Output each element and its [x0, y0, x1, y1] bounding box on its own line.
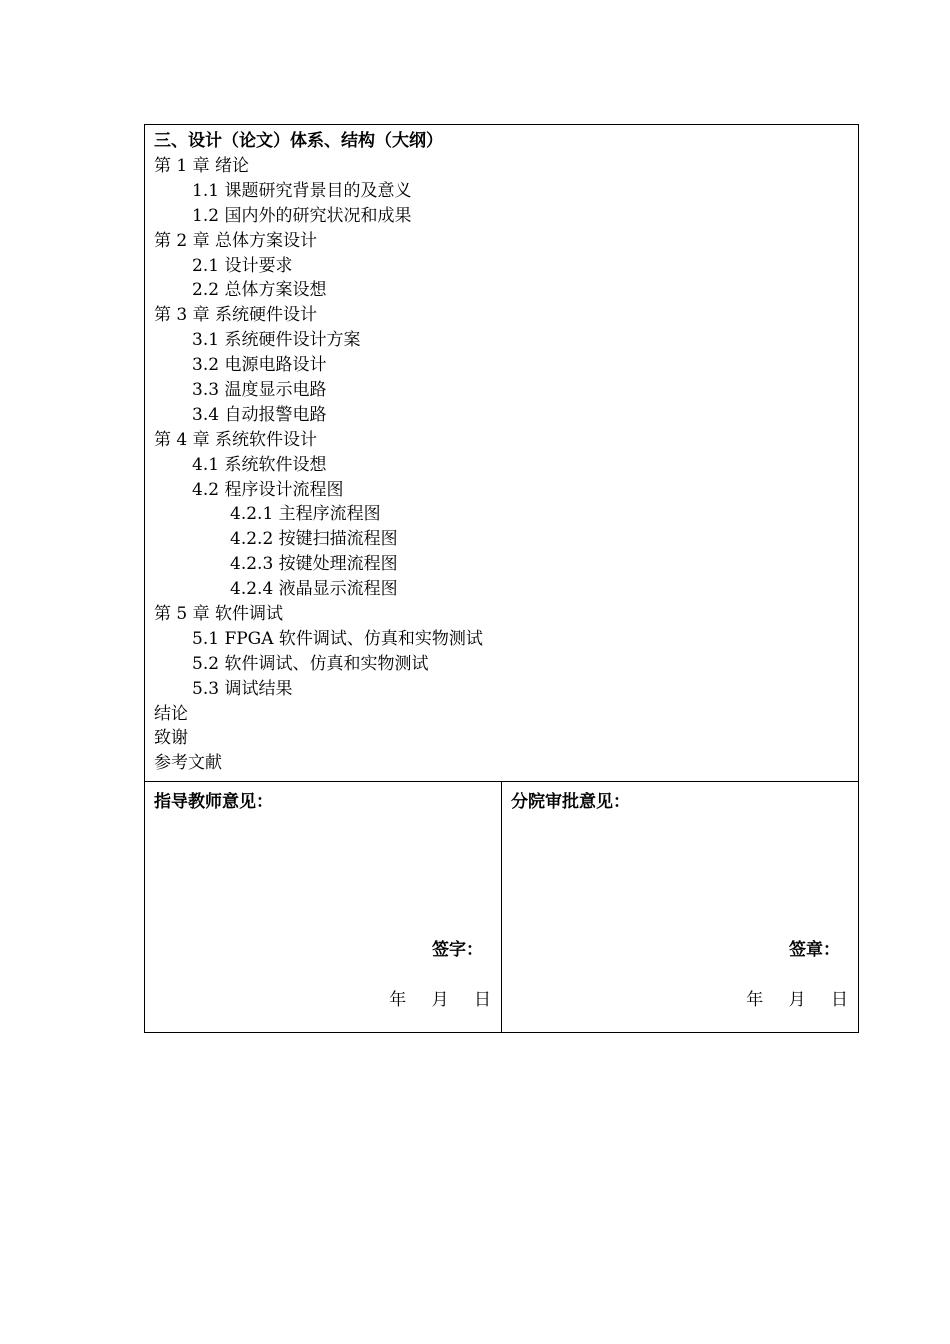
outline-row [145, 125, 859, 782]
department-date-day: 日 [831, 990, 848, 1010]
outline-section: 2.1 设计要求 [192, 255, 293, 276]
advisor-date-month: 月 [431, 990, 449, 1010]
outline-chapter: 致谢 [154, 728, 188, 749]
outline-section: 1.1 课题研究背景目的及意义 [192, 180, 412, 201]
outline-section: 2.2 总体方案设想 [192, 280, 327, 301]
outline-section: 4.2 程序设计流程图 [192, 479, 344, 500]
outline-section: 3.2 电源电路设计 [192, 355, 327, 376]
advisor-date-year: 年 [389, 990, 407, 1010]
outline-chapter: 第 4 章 系统软件设计 [154, 429, 318, 450]
advisor-date-line [369, 985, 491, 1010]
outline-subsection: 4.2.4 液晶显示流程图 [230, 579, 398, 600]
outline-chapter: 结论 [154, 703, 188, 724]
outline-section: 3.4 自动报警电路 [192, 404, 327, 425]
outline-chapter: 第 1 章 绪论 [154, 156, 250, 176]
department-opinion-label: 分院审批意见： [511, 792, 630, 812]
outline-section: 1.2 国内外的研究状况和成果 [192, 205, 412, 226]
advisor-opinion-label: 指导教师意见： [154, 792, 273, 812]
outline-cell [145, 125, 859, 782]
opinion-row [145, 782, 859, 1033]
thesis-form-table [144, 124, 859, 1033]
advisor-opinion-cell [145, 782, 502, 1033]
advisor-date-day: 日 [474, 990, 491, 1010]
outline-section: 3.3 温度显示电路 [192, 380, 327, 401]
outline-chapter: 第 3 章 系统硬件设计 [154, 305, 318, 326]
department-seal-label: 签章： [789, 940, 840, 960]
advisor-signature-label: 签字： [432, 940, 483, 960]
department-date-line [726, 985, 848, 1010]
outline-section: 5.1 FPGA 软件调试、仿真和实物测试 [192, 628, 483, 649]
outline-section: 5.2 软件调试、仿真和实物测试 [192, 653, 429, 674]
outline-heading: 三、设计（论文）体系、结构（大纲） [154, 131, 443, 151]
outline-section: 5.3 调试结果 [192, 678, 293, 699]
outline-chapter: 第 5 章 软件调试 [154, 604, 284, 625]
outline-section: 4.1 系统软件设想 [192, 454, 327, 475]
outline-subsection: 4.2.1 主程序流程图 [230, 504, 381, 525]
department-date-year: 年 [746, 990, 764, 1010]
outline-subsection: 4.2.2 按键扫描流程图 [230, 529, 398, 550]
outline-chapter: 第 2 章 总体方案设计 [154, 230, 318, 251]
outline-content [145, 125, 858, 776]
outline-chapter: 参考文献 [154, 753, 222, 774]
outline-subsection: 4.2.3 按键处理流程图 [230, 554, 398, 575]
department-date-month: 月 [788, 990, 806, 1010]
department-opinion-cell [502, 782, 859, 1033]
outline-list [154, 154, 849, 776]
outline-section: 3.1 系统硬件设计方案 [192, 330, 361, 351]
